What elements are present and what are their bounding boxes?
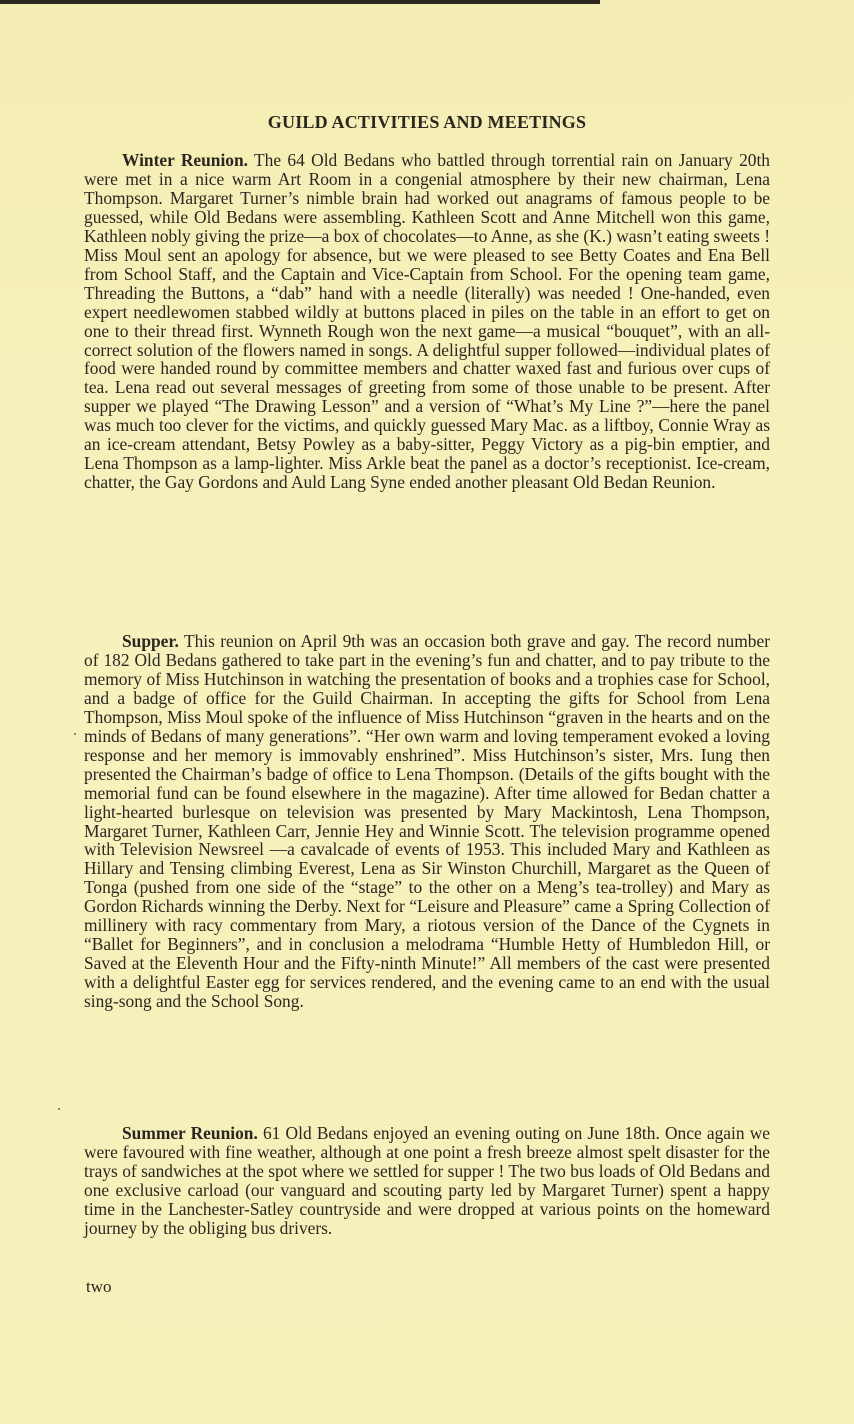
section-heading: Winter Reunion. [122,150,248,170]
section-body: The 64 Old Bedans who battled through torrential rain on January 20th were met in a nice warm Art Room in a congenial atmosphere by their new chairman, Lena Thompson. Margaret Turner’s nimble brain had worked out anagrams of famous people to be guessed, while Old Bedans were assembling. Kathleen Scott and Anne Mitchell won this game, Kathleen nobly giving the prize—a box of chocolates—to Anne, as she (K.) wasn’t eating sweets ! Miss Moul sent an apology for absence, but we were pleased to see Betty Coates and Ena Bell from School Staff, and the Captain and Vice-Captain from School. For the opening team game, Threading the Buttons, a “dab” hand with a needle (literally) was needed ! One-handed, even expert needlewomen stabbed wildly at buttons placed in piles on the table in an effort to get on one to their thread first. Wynneth Rough won the next game—a musical “bouquet”, with an all-correct solution of the flowers named in songs. A delightful supper followed—individual plates of food were handed round by committee members and chatter waxed fast and furious over cups of tea. Lena read out several messages of greeting from some of those unable to be present. After supper we played “The Drawing Lesson” and a version of “What’s My Line ?”—here the panel was much too clever for the victims, and quickly guessed Mary Mac. as a liftboy, Connie Wray as an ice-cream attendant, Betsy Powley as a baby-sitter, Peggy Victory as a pig-bin emptier, and Lena Thompson as a lamp-lighter. Miss Arkle beat the panel as a doctor’s receptionist. Ice-cream, chatter, the Gay Gordons and Auld Lang Syne ended another pleasant Old Bedan Reunion. [84,150,770,493]
section-body: This reunion on April 9th was an occasion both grave and gay. The record number of 182 Old Bedans gathered to take part in the evening’s fun and chatter, and to pay tribute to the memory of Miss Hutchinson in watching the presentation of books and a trophies case for School, and a badge of office for the Guild Chairman. In accepting the gifts for School from Lena Thompson, Miss Moul spoke of the influence of Miss Hutchinson “graven in the hearts and on the minds of Bedans of many generations”. “Her own warm and loving temperament evoked a loving response and her memory is immovably enshrined”. Miss Hutchinson’s sister, Mrs. Iung then presented the Chairman’s badge of office to Lena Thompson. (Details of the gifts bought with the memorial fund can be found elsewhere in the magazine). After time allowed for Bedan chatter a light-hearted burlesque on television was presented by Mary Mackintosh, Lena Thompson, Margaret Turner, Kathleen Carr, Jennie Hey and Winnie Scott. The television programme opened with Television Newsreel —a cavalcade of events of 1953. This included Mary and Kathleen as Hillary and Tensing climbing Everest, Lena as Sir Winston Churchill, Margaret as the Queen of Tonga (pushed from one side of the “stage” to the other on a Meng’s tea-trolley) and Mary as Gordon Richards winning the Derby. Next for “Leisure and Pleasure” came a Spring Collection of millinery with racy commentary from Mary, a riotous version of the Dance of the Cygnets in “Ballet for Beginners”, and in conclusion a melodrama “Humble Hetty of Humbledon Hill, or Saved at the Eleventh Hour and the Fifty-ninth Minute!” All members of the cast were presented with a delightful Easter egg for services rendered, and the evening came to an end with the usual sing-song and the School Song. [84,631,770,1012]
section-body: 61 Old Bedans enjoyed an evening outing on June 18th. Once again we were favoured with fine weather, although at one point a fresh breeze almost spelt disaster for the trays of sandwiches at the spot where we settled for supper ! The two bus loads of Old Bedans and one exclusive carload (our vanguard and scouting party led by Margaret Turner) spent a happy time in the Lanchester-Satley countryside and were dropped at various points on the homeward journey by the obliging bus drivers. [84,1123,770,1238]
scan-speck [74,733,76,735]
page-number: two [86,1277,112,1296]
page-title: GUILD ACTIVITIES AND MEETINGS [267,112,587,132]
section-supper [84,632,770,1011]
scan-speck [58,1108,60,1110]
scan-edge-strip [0,0,600,4]
section-heading: Supper. [122,631,179,651]
section-winter-reunion [84,151,770,492]
section-heading: Summer Reunion. [122,1123,258,1143]
section-summer-reunion [84,1124,770,1238]
